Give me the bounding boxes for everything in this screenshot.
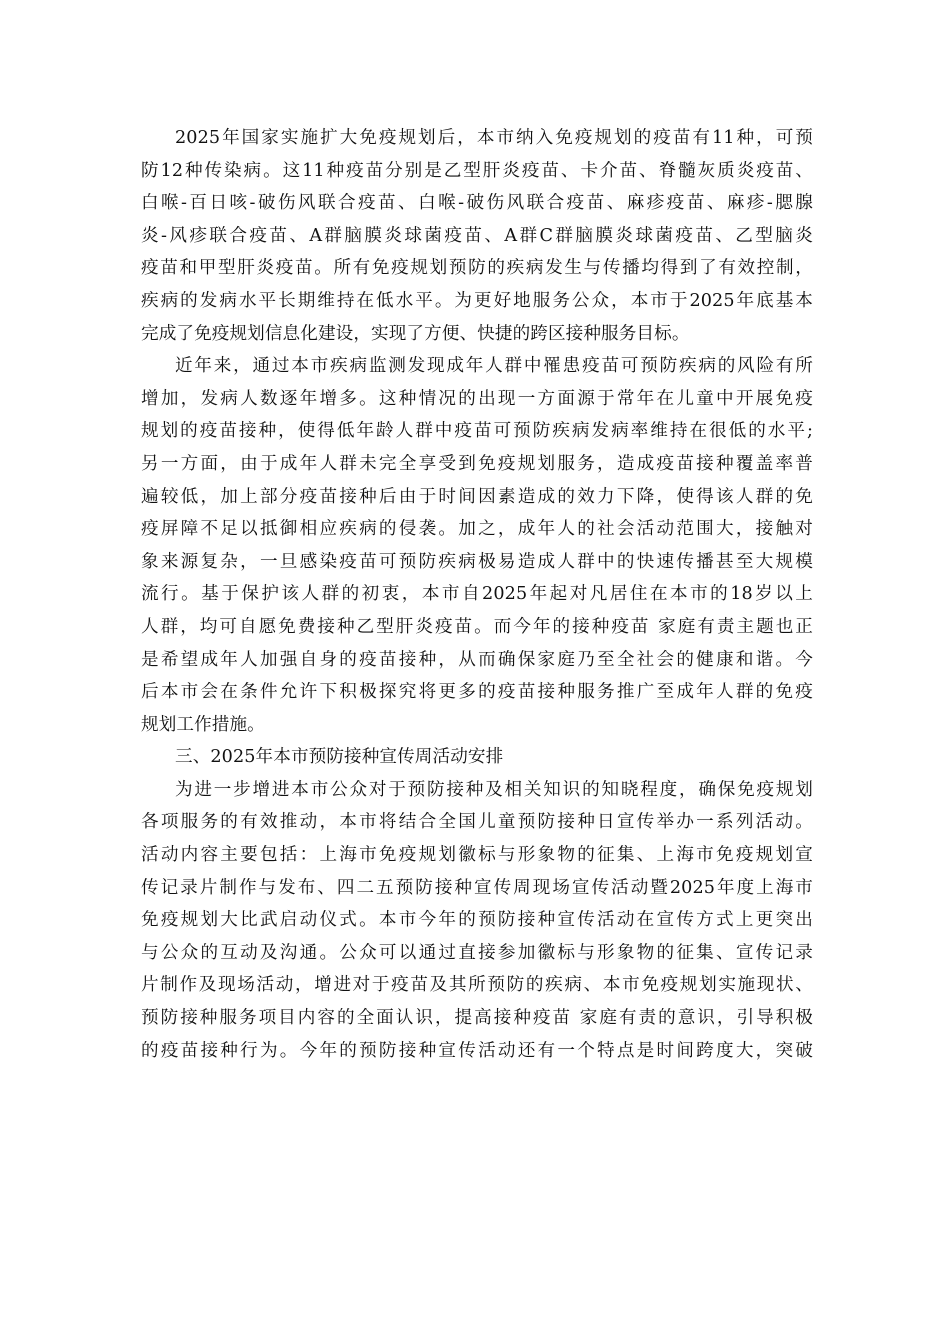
paragraph-3-line-1: 为进一步增进本市公众对于预防接种及相关知识的知晓程度，确保免疫规划 [175, 779, 813, 800]
paragraph-2-line-4: 另一方面，由于成年人群未完全享受到免疫规划服务，造成疫苗接种覆盖率普 [141, 453, 813, 474]
paragraph-1-line-2: 防12种传染病。这11种疫苗分别是乙型肝炎疫苗、卡介苗、脊髓灰质炎疫苗、 [141, 160, 813, 181]
paragraph-3-line-6: 与公众的互动及沟通。公众可以通过直接参加徽标与形象物的征集、宣传记录 [141, 942, 813, 963]
paragraph-3-line-5: 免疫规划大比武启动仪式。本市今年的预防接种宣传活动在宣传方式上更突出 [141, 910, 813, 931]
paragraph-3-line-4: 传记录片制作与发布、四二五预防接种宣传周现场宣传活动暨2025年度上海市 [141, 877, 813, 898]
paragraph-1-line-1: 2025年国家实施扩大免疫规划后，本市纳入免疫规划的疫苗有11种，可预 [175, 128, 813, 148]
paragraph-1-line-5: 疫苗和甲型肝炎疫苗。所有免疫规划预防的疾病发生与传播均得到了有效控制， [141, 258, 813, 279]
paragraph-2-line-11: 后本市会在条件允许下积极探究将更多的疫苗接种服务推广至成年人群的免疫 [141, 682, 813, 703]
paragraph-2-line-6: 疫屏障不足以抵御相应疾病的侵袭。加之，成年人的社会活动范围大，接触对 [141, 519, 813, 540]
paragraph-2-line-9: 人群，均可自愿免费接种乙型肝炎疫苗。而今年的接种疫苗 家庭有责主题也正 [141, 616, 813, 637]
paragraph-1-line-4: 炎-风疹联合疫苗、A群脑膜炎球菌疫苗、A群C群脑膜炎球菌疫苗、乙型脑炎 [141, 225, 813, 246]
paragraph-3-line-3: 活动内容主要包括：上海市免疫规划徽标与形象物的征集、上海市免疫规划宣 [141, 845, 813, 866]
paragraph-2-line-5: 遍较低，加上部分疫苗接种后由于时间因素造成的效力下降，使得该人群的免 [141, 486, 813, 507]
paragraph-1-line-3: 白喉-百日咳-破伤风联合疫苗、白喉-破伤风联合疫苗、麻疹疫苗、麻疹-腮腺 [141, 193, 813, 214]
paragraph-1-line-6: 疾病的发病水平长期维持在低水平。为更好地服务公众，本市于2025年底基本 [141, 290, 813, 311]
paragraph-3-line-7: 片制作及现场活动，增进对于疫苗及其所预防的疾病、本市免疫规划实施现状、 [141, 975, 813, 996]
paragraph-3-line-9: 的疫苗接种行为。今年的预防接种宣传活动还有一个特点是时间跨度大，突破 [141, 1040, 813, 1061]
paragraph-2-line-8: 流行。基于保护该人群的初衷，本市自2025年起对凡居住在本市的18岁以上 [141, 584, 813, 605]
paragraph-2-line-2: 增加，发病人数逐年增多。这种情况的出现一方面源于常年在儿童中开展免疫 [141, 388, 813, 409]
document-body [141, 122, 813, 1067]
paragraph-3-line-2: 各项服务的有效推动，本市将结合全国儿童预防接种日宣传举办一系列活动。 [141, 812, 813, 833]
paragraph-1-line-7: 完成了免疫规划信息化建设，实现了方便、快捷的跨区接种服务目标。 [141, 323, 690, 344]
section-heading-3: 三、2025年本市预防接种宣传周活动安排 [175, 747, 504, 768]
paragraph-3-line-8: 预防接种服务项目内容的全面认识，提高接种疫苗 家庭有责的意识，引导积极 [141, 1008, 813, 1029]
paragraph-2-line-3: 规划的疫苗接种，使得低年龄人群中疫苗可预防疾病发病率维持在很低的水平; [141, 421, 813, 442]
paragraph-2-line-7: 象来源复杂，一旦感染疫苗可预防疾病极易造成人群中的快速传播甚至大规模 [141, 551, 813, 572]
paragraph-2-line-10: 是希望成年人加强自身的疫苗接种，从而确保家庭乃至全社会的健康和谐。今 [141, 649, 813, 670]
paragraph-2-line-1: 近年来，通过本市疾病监测发现成年人群中罹患疫苗可预防疾病的风险有所 [175, 356, 813, 377]
paragraph-2-line-12: 规划工作措施。 [141, 714, 265, 735]
